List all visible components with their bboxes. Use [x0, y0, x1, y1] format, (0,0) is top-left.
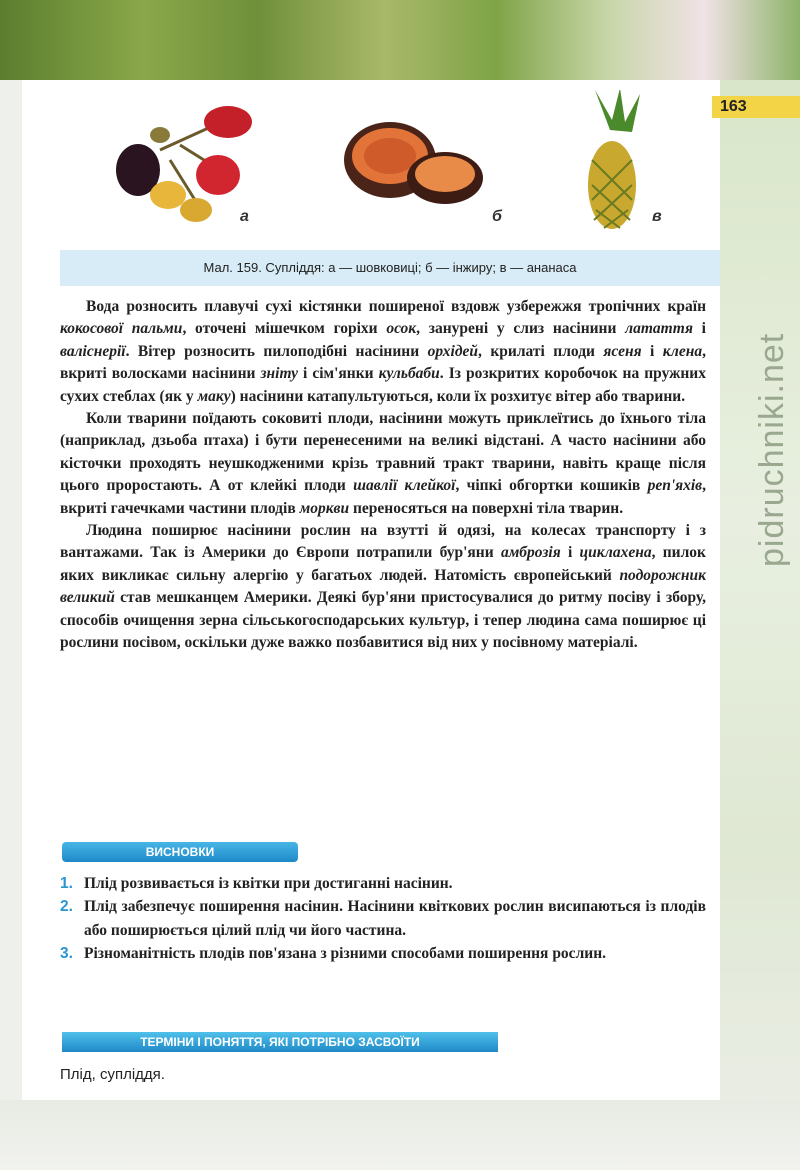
text-run: , крилаті плоди — [478, 342, 604, 360]
plant-term: шавлії клейкої — [353, 477, 456, 495]
conclusion-number: 2. — [60, 898, 73, 916]
plant-term: подорожник великий — [60, 566, 706, 607]
conclusions-header: ВИСНОВКИ — [62, 842, 298, 862]
plant-term: реп'яхів — [647, 477, 703, 495]
conclusion-item — [60, 942, 706, 965]
paragraph-3 — [60, 520, 706, 654]
plant-term: циклахена — [579, 544, 652, 562]
conclusion-text: Плід забезпечує поширення насінин. Насінини квіткових рослин висипаються із плодів або поширюється цілий плід чи його частина. — [84, 898, 706, 939]
text-run: став мешканцем Америки. Деякі бур'яни пристосувалися до ритму посіву і збору, способів очищення зерна сільськогосподарських культур, і тепер людина сама поширює ці рослини посівом, оскільки дуже важко позбавитися від них у посівному матеріалі. — [60, 589, 706, 652]
text-run: і — [641, 342, 663, 360]
conclusion-number: 1. — [60, 875, 73, 892]
body-text — [60, 296, 706, 655]
paragraph-1 — [60, 296, 706, 408]
text-run: . Вітер розносить пилоподібні насінини — [125, 342, 428, 360]
conclusion-item — [60, 872, 706, 895]
text-run: , оточені мішечком горіхи — [182, 320, 387, 338]
plant-term: осок — [386, 320, 417, 338]
text-run: , вкриті волосками насінини — [60, 342, 706, 383]
text-run: і — [692, 320, 706, 338]
pineapple-image — [588, 90, 640, 229]
text-run: Людина поширює насінини рослин на взутті й одязі, на колесах транспорту і з вантажами. Так із Америки до Європи потрапили бур'яни — [60, 522, 706, 562]
plant-term: ясеня — [603, 342, 642, 360]
terms-text: Плід, супліддя. — [60, 1066, 165, 1083]
plant-term: латаття — [625, 320, 693, 338]
fruit-illustration — [100, 90, 680, 240]
plant-term: моркви — [299, 499, 350, 517]
conclusion-number: 3. — [60, 944, 73, 962]
text-run: і — [560, 544, 580, 562]
mulberry-image — [116, 106, 252, 222]
text-run: , вкриті гачечками частини плодів — [60, 477, 706, 517]
figure-label-b: б — [492, 208, 502, 225]
text-run: , чіпкі обгортки кошиків — [455, 477, 648, 495]
figure-label-a: а — [240, 208, 249, 225]
plant-term: клена — [662, 342, 703, 360]
figure-caption: Мал. 159. Супліддя: а — шовковиці; б — інжиру; в — ананаса — [60, 250, 720, 286]
page-number: 163 — [712, 96, 800, 118]
text-run: , пилок яких викликає сильну алергію у багатьох людей. Натомість європейський — [60, 544, 706, 584]
plant-term: валіснерії — [60, 342, 126, 360]
conclusion-text: Різноманітність плодів пов'язана з різними способами поширення рослин. — [84, 944, 606, 962]
plant-term: зніту — [260, 365, 298, 383]
plant-term: амброзія — [500, 544, 561, 562]
fruit-figure — [100, 90, 680, 240]
fig-image — [344, 122, 483, 204]
text-run: , занурені у слиз насінини — [416, 320, 626, 338]
terms-header: ТЕРМІНИ І ПОНЯТТЯ, ЯКІ ПОТРІБНО ЗАСВОЇТИ — [62, 1032, 498, 1052]
text-run: Коли тварини поїдають соковиті плоди, насінини можуть приклеїтись до їхнього тіла (наприклад, дзьоба птаха) і бути перенесеними на великі відстані. А часто насінини або кісточки проходять неушкодженими крізь травний тракт тварини, навіть краще після цього проростають. А от клейкі плоди — [60, 410, 706, 495]
text-run: Вода розносить плавучі сухі кістянки поширеної вздовж узбережжя тропічних країн — [86, 298, 706, 315]
conclusion-text: Плід розвивається із квітки при достиганні насінин. — [84, 875, 453, 892]
watermark: pidruchniki.net — [753, 332, 791, 568]
plant-term: маку — [197, 387, 231, 405]
figure-label-c: в — [652, 208, 662, 225]
plant-term: кульбаби — [378, 365, 440, 383]
text-run: ) насінини катапультуються, коли їх розхитує вітер або тварини. — [230, 387, 686, 405]
plant-term: орхідей — [427, 342, 479, 360]
plant-term: кокосової пальми — [60, 320, 183, 338]
top-banner-photo — [0, 0, 800, 80]
conclusion-item — [60, 895, 706, 942]
conclusions-list — [60, 872, 706, 965]
paragraph-2 — [60, 408, 706, 520]
text-run: . Із розкритих коробочок на пружних сухих стеблах (як у — [60, 365, 706, 405]
text-run: і сім'янки — [298, 365, 379, 383]
bottom-background — [0, 1100, 800, 1170]
text-run: переносяться на поверхні тіла тварин. — [349, 499, 624, 517]
